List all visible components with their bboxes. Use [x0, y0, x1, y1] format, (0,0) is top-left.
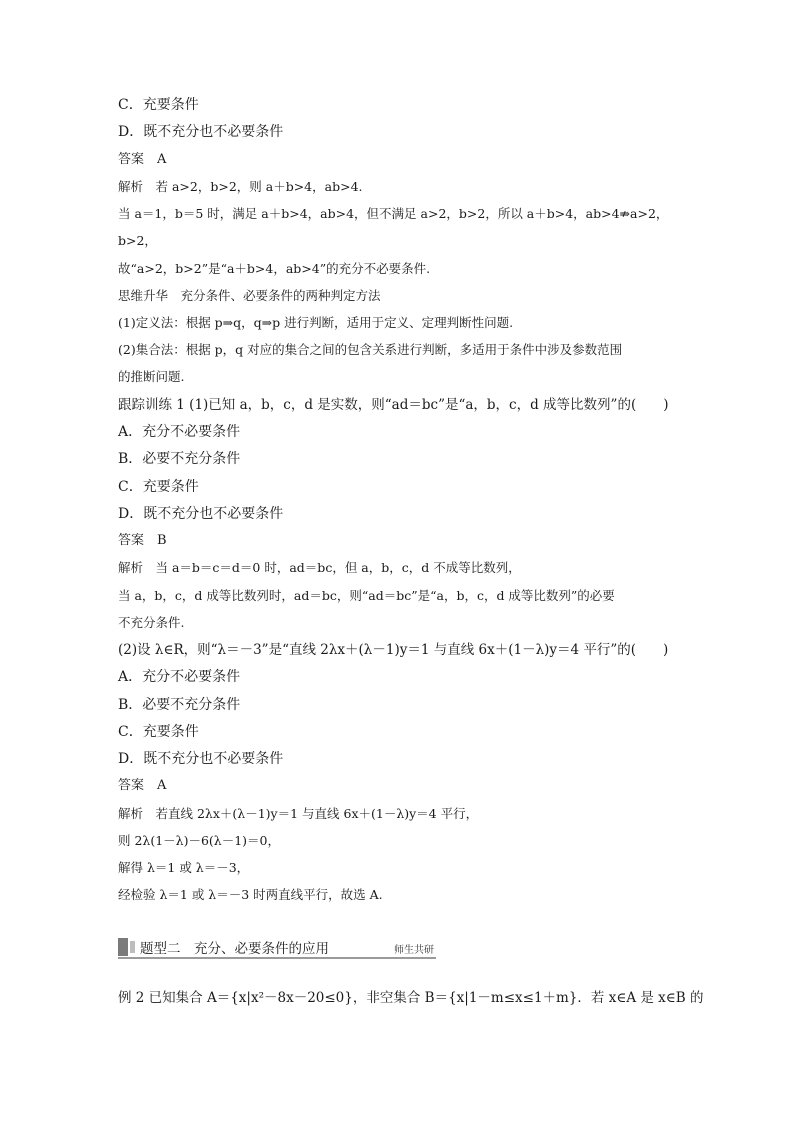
- analysis-line: 则 2λ(1－λ)－6(λ－1)＝0，: [118, 833, 281, 848]
- practice-question: 跟踪训练 1 (1)已知 a，b，c，d 是实数，则“ad＝bc”是“a，b，c，d 成等比数列”的( ): [118, 397, 669, 413]
- section-marker: [130, 941, 135, 953]
- option-a: A．充分不必要条件: [118, 424, 241, 440]
- analysis-line: 解析 当 a＝b＝c＝d＝0 时，ad＝bc，但 a，b，c，d 不成等比数列，: [118, 560, 521, 575]
- option-c: C．充要条件: [118, 97, 199, 113]
- analysis-line: 解析 若直线 2λx＋(λ－1)y＝1 与直线 6x＋(1－λ)y＝4 平行，: [118, 806, 479, 821]
- method-item: 的推断问题.: [118, 369, 185, 384]
- option-b: B．必要不充分条件: [118, 697, 241, 713]
- analysis-line: b>2，: [118, 233, 157, 248]
- option-b: B．必要不充分条件: [118, 451, 241, 467]
- analysis-line: 故“a>2，b>2”是“a＋b>4，ab>4”的充分不必要条件.: [118, 261, 431, 276]
- analysis-line: 当 a，b，c，d 成等比数列时，ad＝bc，则“ad＝bc”是“a，b，c，d 成等比数列”的必要: [118, 588, 615, 603]
- analysis-line: 解析 若 a>2，b>2，则 a＋b>4，ab>4.: [118, 179, 363, 194]
- practice-question: (2)设 λ∈R，则“λ＝－3”是“直线 2λx＋(λ－1)y＝1 与直线 6x＋(1－λ)y＝4 平行”的( ): [118, 642, 669, 658]
- answer-line: 答案 A: [118, 778, 167, 793]
- section-marker: [118, 938, 128, 956]
- option-d: D．既不充分也不必要条件: [118, 751, 284, 767]
- analysis-line: 解得 λ＝1 或 λ＝－3，: [118, 860, 250, 875]
- option-c: C．充要条件: [118, 479, 199, 495]
- section-title: 题型二 充分、必要条件的应用: [140, 941, 329, 957]
- option-d: D．既不充分也不必要条件: [118, 506, 284, 522]
- method-title: 思维升华 充分条件、必要条件的两种判定方法: [118, 288, 381, 303]
- option-c: C．充要条件: [118, 724, 199, 740]
- section-header: [118, 935, 436, 959]
- section-tag: 师生共研: [394, 945, 434, 956]
- method-item: (2)集合法：根据 p，q 对应的集合之间的包含关系进行判断，多适用于条件中涉及参数范围: [118, 342, 623, 357]
- example-question: 例 2 已知集合 A＝{x|x²－8x－20≤0}，非空集合 B＝{x|1－m≤x≤1＋m}．若 x∈A 是 x∈B 的: [118, 990, 704, 1006]
- method-item: (1)定义法：根据 p⇒q，q⇒p 进行判断，适用于定义、定理判断性问题.: [118, 315, 514, 330]
- answer-line: 答案 A: [118, 152, 167, 167]
- analysis-line: 不充分条件.: [118, 615, 185, 630]
- option-a: A．充分不必要条件: [118, 669, 241, 685]
- section-rule: [118, 957, 436, 959]
- analysis-line: 当 a＝1，b＝5 时，满足 a＋b>4，ab>4，但不满足 a>2，b>2，所以 a＋b>4，ab>4⇏a>2，: [118, 206, 669, 221]
- analysis-line: 经检验 λ＝1 或 λ＝－3 时两直线平行，故选 A.: [118, 887, 383, 902]
- answer-line: 答案 B: [118, 533, 167, 548]
- option-d: D．既不充分也不必要条件: [118, 124, 284, 140]
